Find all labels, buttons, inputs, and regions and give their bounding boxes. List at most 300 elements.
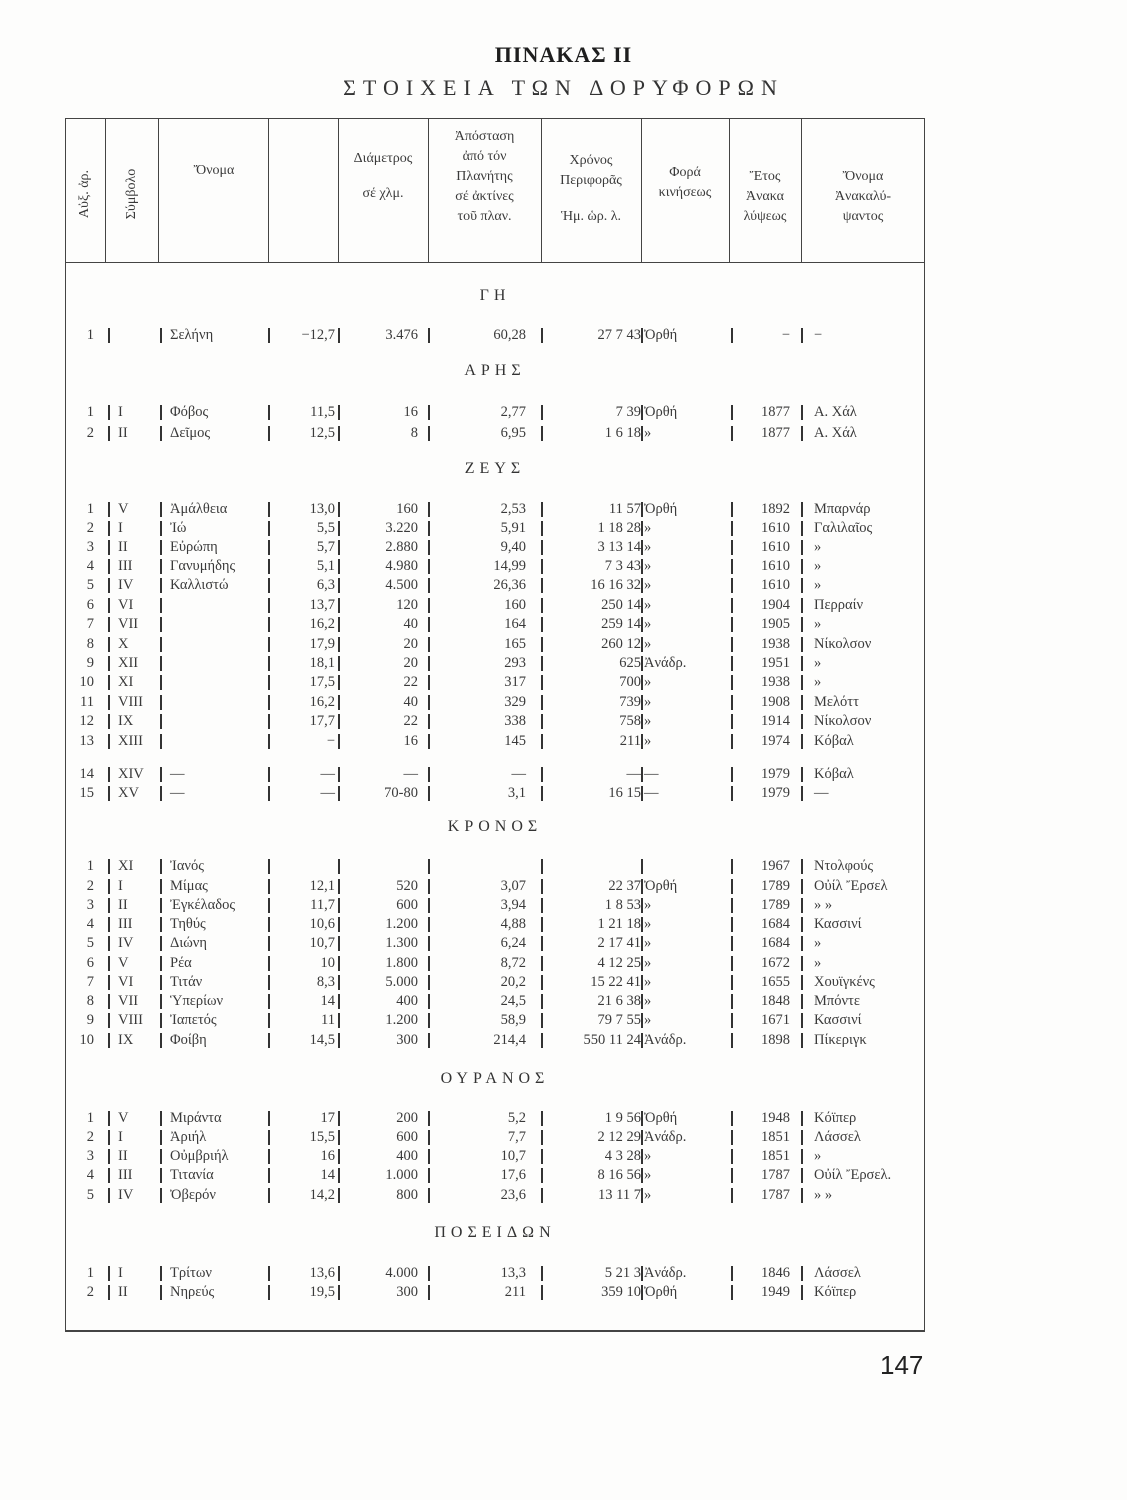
column-rule xyxy=(801,559,803,574)
column-rule xyxy=(641,767,643,782)
cell-dir: » xyxy=(644,935,652,951)
column-rule xyxy=(641,859,643,874)
column-rule xyxy=(801,879,803,894)
cell-idx: 7 xyxy=(86,616,94,632)
cell-name: Ὀβερόν xyxy=(170,1187,216,1203)
column-rule xyxy=(338,405,340,420)
cell-disc: » xyxy=(814,558,822,574)
cell-sym: I xyxy=(118,878,123,894)
cell-yr: 1787 xyxy=(761,1167,790,1183)
cell-sym: I xyxy=(118,1265,123,1281)
cell-dir: » xyxy=(644,597,652,613)
cell-dir: » xyxy=(644,955,652,971)
cell-mag: 12,1 xyxy=(309,878,335,894)
column-rule xyxy=(108,975,110,990)
column-rule xyxy=(268,975,270,990)
cell-idx: 3 xyxy=(86,539,94,555)
column-rule xyxy=(428,598,430,613)
column-rule xyxy=(731,1168,733,1183)
cell-per: 1 18 28 xyxy=(597,520,641,536)
column-rule xyxy=(801,405,803,420)
cell-yr: 1851 xyxy=(761,1148,790,1164)
header-diameter-2: σέ χλμ. xyxy=(362,186,404,201)
column-rule xyxy=(731,1149,733,1164)
column-rule xyxy=(801,578,803,593)
cell-sym: XIII xyxy=(118,733,143,749)
column-rule xyxy=(641,675,643,690)
cell-yr: 1938 xyxy=(761,636,790,652)
column-rule xyxy=(428,859,430,874)
cell-disc: » xyxy=(814,655,822,671)
cell-dist: 2,77 xyxy=(500,404,526,420)
cell-diam: 600 xyxy=(396,1129,418,1145)
cell-dist: 60,28 xyxy=(493,327,526,343)
cell-disc: Α. Χάλ xyxy=(814,404,857,420)
cell-yr: 1789 xyxy=(761,897,790,913)
cell-sym: XI xyxy=(118,674,134,690)
cell-disc: » xyxy=(814,1148,822,1164)
cell-yr: 1914 xyxy=(761,713,790,729)
column-rule xyxy=(108,714,110,729)
column-rule xyxy=(160,578,162,593)
cell-mag: 10,6 xyxy=(309,916,335,932)
cell-dist: 6,24 xyxy=(500,935,526,951)
cell-idx: 1 xyxy=(86,1110,94,1126)
column-rule xyxy=(338,598,340,613)
cell-disc: » xyxy=(814,539,822,555)
column-rule xyxy=(428,898,430,913)
cell-name: Διώνη xyxy=(170,935,207,951)
column-rule xyxy=(268,1149,270,1164)
column-rule xyxy=(338,1149,340,1164)
cell-dir: — xyxy=(644,785,659,801)
cell-mag: — xyxy=(320,785,335,801)
cell-dist: 211 xyxy=(504,1284,526,1300)
column-rule xyxy=(641,426,643,441)
header-symbol: Σύμβολο xyxy=(124,168,139,220)
cell-name: — xyxy=(170,785,185,801)
cell-idx: 2 xyxy=(86,1129,94,1145)
cell-disc: » » xyxy=(814,1187,833,1203)
column-rule xyxy=(428,1013,430,1028)
cell-yr: 1898 xyxy=(761,1032,790,1048)
cell-disc: Μπόντε xyxy=(814,993,860,1009)
cell-mag: 10,7 xyxy=(309,935,335,951)
column-rule xyxy=(801,521,803,536)
cell-mag: 5,7 xyxy=(316,539,335,555)
cell-dist: 26,36 xyxy=(493,577,526,593)
column-rule xyxy=(541,426,543,441)
cell-idx: 1 xyxy=(86,1265,94,1281)
cell-idx: 6 xyxy=(86,955,94,971)
column-rule xyxy=(160,1188,162,1203)
cell-disc: Οὐίλ Ἔρσελ. xyxy=(814,1167,892,1183)
column-rule xyxy=(541,898,543,913)
cell-per: 21 6 38 xyxy=(597,993,641,1009)
cell-idx: 4 xyxy=(86,1167,94,1183)
cell-dir: » xyxy=(644,694,652,710)
column-rule xyxy=(160,734,162,749)
column-rule xyxy=(268,675,270,690)
cell-disc: » xyxy=(814,577,822,593)
table-row xyxy=(0,635,1127,654)
cell-disc: Κόβαλ xyxy=(814,733,854,749)
section-heading: ΚΡΟΝΟΣ xyxy=(447,818,543,835)
column-rule xyxy=(641,656,643,671)
column-rule xyxy=(428,879,430,894)
cell-per: 27 7 43 xyxy=(597,327,641,343)
column-rule xyxy=(541,1285,543,1300)
column-rule xyxy=(108,405,110,420)
column-rule xyxy=(108,328,110,343)
column-rule xyxy=(801,898,803,913)
column-rule xyxy=(160,695,162,710)
column-rule xyxy=(268,898,270,913)
column-rule xyxy=(541,598,543,613)
cell-name: Νηρεύς xyxy=(170,1284,215,1300)
cell-sym: VI xyxy=(118,974,134,990)
cell-mag: 16,2 xyxy=(309,694,335,710)
cell-dist: 5,91 xyxy=(500,520,526,536)
column-rule xyxy=(428,695,430,710)
column-rule xyxy=(268,1168,270,1183)
column-rule xyxy=(801,1013,803,1028)
cell-dist: 214,4 xyxy=(493,1032,526,1048)
cell-idx: 7 xyxy=(86,974,94,990)
table-row xyxy=(0,1128,1127,1147)
cell-dir: Ὀρθή xyxy=(644,327,678,343)
cell-dir: » xyxy=(644,993,652,1009)
cell-mag: 13,6 xyxy=(309,1265,335,1281)
table-row xyxy=(0,403,1127,422)
column-rule xyxy=(428,714,430,729)
column-rule xyxy=(160,502,162,517)
table-row xyxy=(0,538,1127,557)
cell-yr: 1846 xyxy=(761,1265,790,1281)
cell-disc: » xyxy=(814,616,822,632)
column-rule xyxy=(641,879,643,894)
cell-mag: 17,7 xyxy=(309,713,335,729)
column-rule xyxy=(641,936,643,951)
cell-name: Μιράντα xyxy=(170,1110,222,1126)
cell-diam: 22 xyxy=(403,713,418,729)
column-rule xyxy=(801,1033,803,1048)
column-rule xyxy=(541,617,543,632)
cell-name: Ἰαπετός xyxy=(170,1012,217,1028)
column-rule xyxy=(160,767,162,782)
column-rule xyxy=(541,675,543,690)
cell-dir: Ἀνάδρ. xyxy=(644,1265,687,1281)
cell-per: 1 6 18 xyxy=(604,425,641,441)
cell-diam: 1.000 xyxy=(385,1167,418,1183)
column-rule xyxy=(108,559,110,574)
cell-per: 550 11 24 xyxy=(583,1032,641,1048)
cell-per: 7 3 43 xyxy=(604,558,641,574)
column-rule xyxy=(641,502,643,517)
cell-dist: 58,9 xyxy=(500,1012,526,1028)
cell-dir: » xyxy=(644,1187,652,1203)
column-rule xyxy=(731,1111,733,1126)
column-rule xyxy=(541,578,543,593)
cell-dir: » xyxy=(644,520,652,536)
column-rule xyxy=(160,1033,162,1048)
cell-dir: — xyxy=(644,766,659,782)
cell-mag: 16,2 xyxy=(309,616,335,632)
cell-disc: − xyxy=(814,327,823,343)
column-rule xyxy=(108,598,110,613)
column-rule xyxy=(428,1168,430,1183)
column-rule xyxy=(641,405,643,420)
cell-mag: − xyxy=(326,733,335,749)
cell-sym: VI xyxy=(118,597,134,613)
column-rule xyxy=(731,898,733,913)
cell-yr: 1979 xyxy=(761,785,790,801)
column-rule xyxy=(801,994,803,1009)
cell-diam: 800 xyxy=(396,1187,418,1203)
cell-mag: 14,2 xyxy=(309,1187,335,1203)
column-rule xyxy=(541,714,543,729)
column-rule xyxy=(160,617,162,632)
column-rule xyxy=(338,859,340,874)
table-row xyxy=(0,1186,1127,1205)
cell-per: 3 13 14 xyxy=(597,539,641,555)
cell-mag: 12,5 xyxy=(309,425,335,441)
cell-diam: 200 xyxy=(396,1110,418,1126)
table-row xyxy=(0,326,1127,345)
cell-diam: 4.000 xyxy=(385,1265,418,1281)
column-rule xyxy=(731,617,733,632)
table-row xyxy=(0,1011,1127,1030)
cell-yr: 1904 xyxy=(761,597,790,613)
cell-name: Ἐγκέλαδος xyxy=(170,897,236,913)
column-rule xyxy=(641,1149,643,1164)
cell-per: 758 xyxy=(619,713,641,729)
column-rule xyxy=(338,994,340,1009)
column-rule xyxy=(268,328,270,343)
cell-diam: 5.000 xyxy=(385,974,418,990)
column-rule xyxy=(160,917,162,932)
header-col-divider xyxy=(268,118,269,262)
column-rule xyxy=(641,1188,643,1203)
column-rule xyxy=(338,1130,340,1145)
cell-name: Τηθύς xyxy=(170,916,206,932)
cell-yr: 1967 xyxy=(761,858,790,874)
column-rule xyxy=(541,1149,543,1164)
cell-name: Φόβος xyxy=(170,404,209,420)
cell-per: 4 3 28 xyxy=(604,1148,641,1164)
column-rule xyxy=(268,767,270,782)
cell-disc: » xyxy=(814,935,822,951)
column-rule xyxy=(338,1266,340,1281)
column-rule xyxy=(160,656,162,671)
cell-disc: Μελόττ xyxy=(814,694,859,710)
header-year-1: Ἔτος xyxy=(749,169,781,184)
column-rule xyxy=(268,734,270,749)
cell-sym: VIII xyxy=(118,694,143,710)
cell-dist: 7,7 xyxy=(507,1129,526,1145)
column-rule xyxy=(428,521,430,536)
cell-diam: 520 xyxy=(396,878,418,894)
column-rule xyxy=(731,714,733,729)
column-rule xyxy=(268,521,270,536)
cell-diam: — xyxy=(403,766,418,782)
column-rule xyxy=(338,617,340,632)
column-rule xyxy=(160,879,162,894)
column-rule xyxy=(338,879,340,894)
column-rule xyxy=(541,502,543,517)
table-row xyxy=(0,673,1127,692)
table-row xyxy=(0,557,1127,576)
header-period-3: Ἡμ. ὡρ. λ. xyxy=(560,209,622,224)
column-rule xyxy=(801,502,803,517)
header-period-2: Περιφορᾶς xyxy=(560,173,622,188)
cell-idx: 2 xyxy=(86,878,94,894)
cell-disc: Λάσσελ xyxy=(814,1265,861,1281)
table-row xyxy=(0,1109,1127,1128)
column-rule xyxy=(801,1111,803,1126)
column-rule xyxy=(731,975,733,990)
column-rule xyxy=(338,1033,340,1048)
cell-dist: — xyxy=(511,766,526,782)
column-rule xyxy=(160,936,162,951)
cell-mag: 5,5 xyxy=(316,520,335,536)
cell-idx: 1 xyxy=(86,858,94,874)
table-row xyxy=(0,954,1127,973)
cell-dir: » xyxy=(644,425,652,441)
cell-diam: 16 xyxy=(403,404,418,420)
column-rule xyxy=(801,617,803,632)
cell-idx: 3 xyxy=(86,1148,94,1164)
header-col-divider xyxy=(158,118,159,262)
cell-mag: 14 xyxy=(320,993,335,1009)
column-rule xyxy=(160,426,162,441)
cell-sym: VII xyxy=(118,993,139,1009)
table-row xyxy=(0,1147,1127,1166)
column-rule xyxy=(731,956,733,971)
cell-per: 11 57 xyxy=(608,501,641,517)
column-rule xyxy=(731,598,733,613)
cell-sym: III xyxy=(118,558,133,574)
cell-yr: 1610 xyxy=(761,539,790,555)
column-rule xyxy=(428,1285,430,1300)
column-rule xyxy=(428,936,430,951)
cell-yr: 1671 xyxy=(761,1012,790,1028)
cell-sym: XII xyxy=(118,655,139,671)
column-rule xyxy=(108,617,110,632)
cell-disc: Λάσσελ xyxy=(814,1129,861,1145)
cell-idx: 15 xyxy=(79,785,94,801)
table-row xyxy=(0,519,1127,538)
cell-disc: Χουϊγκένς xyxy=(814,974,875,990)
column-rule xyxy=(731,656,733,671)
column-rule xyxy=(801,675,803,690)
column-rule xyxy=(160,405,162,420)
column-rule xyxy=(541,956,543,971)
column-rule xyxy=(428,1033,430,1048)
cell-diam: 120 xyxy=(396,597,418,613)
cell-idx: 2 xyxy=(86,520,94,536)
cell-diam: 4.500 xyxy=(385,577,418,593)
column-rule xyxy=(268,879,270,894)
column-rule xyxy=(108,879,110,894)
header-year-3: λύψεως xyxy=(743,209,787,224)
column-rule xyxy=(801,540,803,555)
cell-mag: 18,1 xyxy=(309,655,335,671)
table-subtitle: ΣΤΟΙΧΕΙΑ ΤΩΝ ΔΟΡΥΦΟΡΩΝ xyxy=(343,75,784,100)
cell-diam: 40 xyxy=(403,616,418,632)
cell-idx: 10 xyxy=(79,674,94,690)
table-row xyxy=(0,857,1127,876)
cell-dir: » xyxy=(644,713,652,729)
column-rule xyxy=(428,559,430,574)
section-heading: ΓΗ xyxy=(479,287,511,304)
cell-idx: 10 xyxy=(79,1032,94,1048)
column-rule xyxy=(801,1168,803,1183)
column-rule xyxy=(108,637,110,652)
cell-sym: IV xyxy=(118,577,134,593)
cell-dist: 2,53 xyxy=(500,501,526,517)
column-rule xyxy=(108,956,110,971)
cell-name: Γανυμήδης xyxy=(170,558,236,574)
cell-dir: » xyxy=(644,558,652,574)
cell-dist: 3,07 xyxy=(500,878,526,894)
cell-per: 1 9 56 xyxy=(604,1110,641,1126)
cell-diam: 22 xyxy=(403,674,418,690)
column-rule xyxy=(428,975,430,990)
column-rule xyxy=(428,502,430,517)
column-rule xyxy=(268,559,270,574)
cell-idx: 8 xyxy=(86,993,94,1009)
column-rule xyxy=(108,994,110,1009)
cell-idx: 6 xyxy=(86,597,94,613)
cell-per: 15 22 41 xyxy=(590,974,641,990)
column-rule xyxy=(801,1266,803,1281)
cell-dir: Ὀρθή xyxy=(644,878,678,894)
cell-diam: 2.880 xyxy=(385,539,418,555)
cell-sym: V xyxy=(118,955,129,971)
section-heading: ΠΟΣΕΙΔΩΝ xyxy=(434,1224,556,1241)
table-row xyxy=(0,896,1127,915)
cell-dir: Ὀρθή xyxy=(644,501,678,517)
column-rule xyxy=(641,328,643,343)
cell-per: 22 37 xyxy=(608,878,641,894)
table-title: ΠΙΝΑΚΑΣ ΙΙ xyxy=(494,42,633,67)
header-distance-1: Ἀπόσταση xyxy=(454,129,515,144)
cell-dist: 20,2 xyxy=(500,974,526,990)
column-rule xyxy=(268,917,270,932)
table-row xyxy=(0,615,1127,634)
cell-name: Σελήνη xyxy=(170,327,214,343)
header-discoverer-3: ψαντος xyxy=(842,209,884,224)
column-rule xyxy=(428,1266,430,1281)
column-rule xyxy=(731,540,733,555)
column-rule xyxy=(641,1013,643,1028)
column-rule xyxy=(108,675,110,690)
column-rule xyxy=(108,917,110,932)
column-rule xyxy=(731,917,733,932)
cell-mag: −12,7 xyxy=(301,327,335,343)
cell-disc: » » xyxy=(814,897,833,913)
cell-dir: Ἀνάδρ. xyxy=(644,655,687,671)
column-rule xyxy=(428,1111,430,1126)
column-rule xyxy=(428,956,430,971)
cell-mag: 11,7 xyxy=(310,897,335,913)
column-rule xyxy=(108,1130,110,1145)
cell-sym: IV xyxy=(118,1187,134,1203)
column-rule xyxy=(108,1033,110,1048)
cell-disc: Α. Χάλ xyxy=(814,425,857,441)
cell-per: 7 39 xyxy=(615,404,641,420)
